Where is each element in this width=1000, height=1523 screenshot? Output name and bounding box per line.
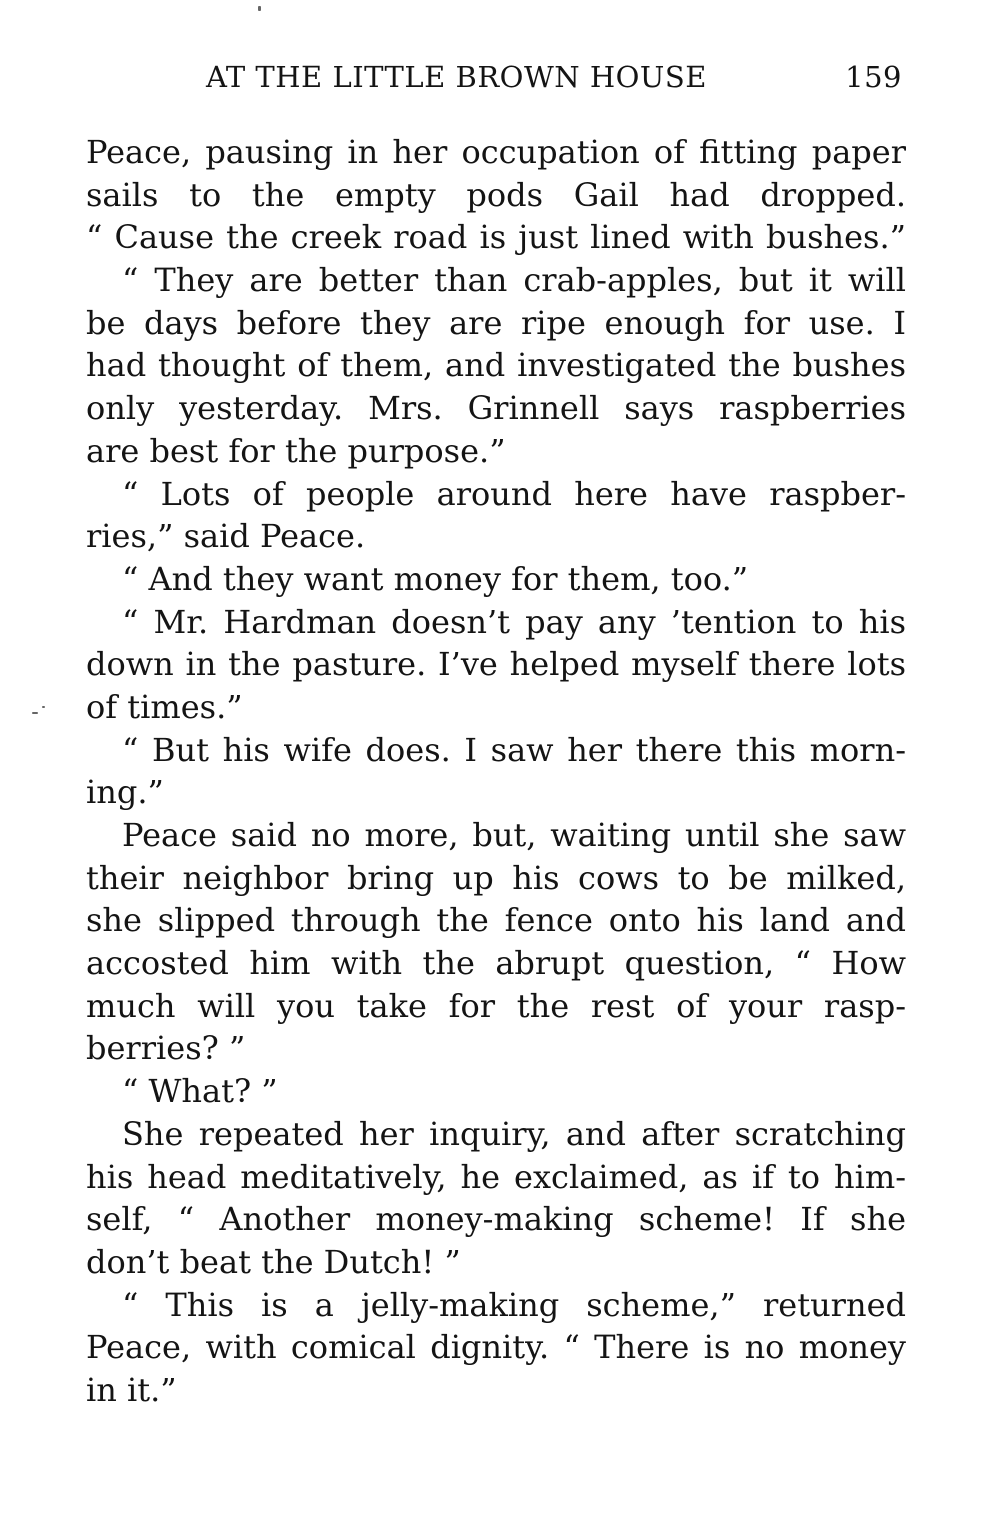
text-line: don’t beat the Dutch! ” (86, 1242, 461, 1281)
text-line: in it.” (86, 1370, 177, 1409)
running-title: AT THE LITTLE BROWN HOUSE (206, 60, 707, 94)
text-line: had thought of them, and investigated the bushes (86, 346, 906, 385)
text-line: “ They are better than crab-apples, but it will (122, 261, 906, 300)
text-line: down in the pasture. I’ve helped myself there lots (86, 645, 906, 684)
text-line: She repeated her inquiry, and after scratching (122, 1114, 906, 1153)
running-head (86, 52, 906, 102)
text-line: are best for the purpose.” (86, 431, 506, 470)
text-line: of times.” (86, 687, 243, 726)
text-line: ries,” said Peace. (86, 517, 366, 556)
text-line: “ And they want money for them, too.” (122, 559, 749, 598)
text-line: accosted him with the abrupt question, “ How (86, 944, 906, 983)
text-line: his head meditatively, he exclaimed, as if to him- (86, 1157, 906, 1196)
text-line: their neighbor bring up his cows to be milked, (86, 858, 906, 897)
text-line: Peace said no more, but, waiting until she saw (122, 816, 906, 854)
page-number: 159 (845, 60, 902, 94)
text-line: she slipped through the fence onto his land and (86, 901, 906, 940)
text-line: only yesterday. Mrs. Grinnell says raspberries (86, 389, 906, 428)
text-body (86, 131, 906, 1412)
text-line: berries? ” (86, 1029, 246, 1068)
text-line: Peace, with comical dignity. “ There is no money (86, 1328, 906, 1367)
text-line: “ What? ” (122, 1072, 278, 1111)
text-line: “ Mr. Hardman doesn’t pay any ’tention to his (122, 602, 906, 641)
print-speck (42, 706, 45, 708)
text-line: Peace, pausing in her occupation of fitting paper (86, 133, 906, 171)
text-line: much will you take for the rest of your rasp- (86, 986, 906, 1025)
text-line: self, “ Another money-making scheme! If she (86, 1200, 906, 1239)
text-line: be days before they are ripe enough for use. I (86, 303, 906, 342)
print-speck (258, 6, 261, 11)
text-line: “ Cause the creek road is just lined with bushes.” (86, 218, 906, 257)
print-speck (32, 712, 38, 714)
text-line: “ This is a jelly-making scheme,” returned (122, 1285, 906, 1324)
text-line: “ But his wife does. I saw her there this morn- (122, 730, 906, 769)
text-line: ing.” (86, 773, 164, 812)
text-line: sails to the empty pods Gail had dropped. (86, 175, 906, 214)
text-line: “ Lots of people around here have raspber- (122, 474, 906, 513)
